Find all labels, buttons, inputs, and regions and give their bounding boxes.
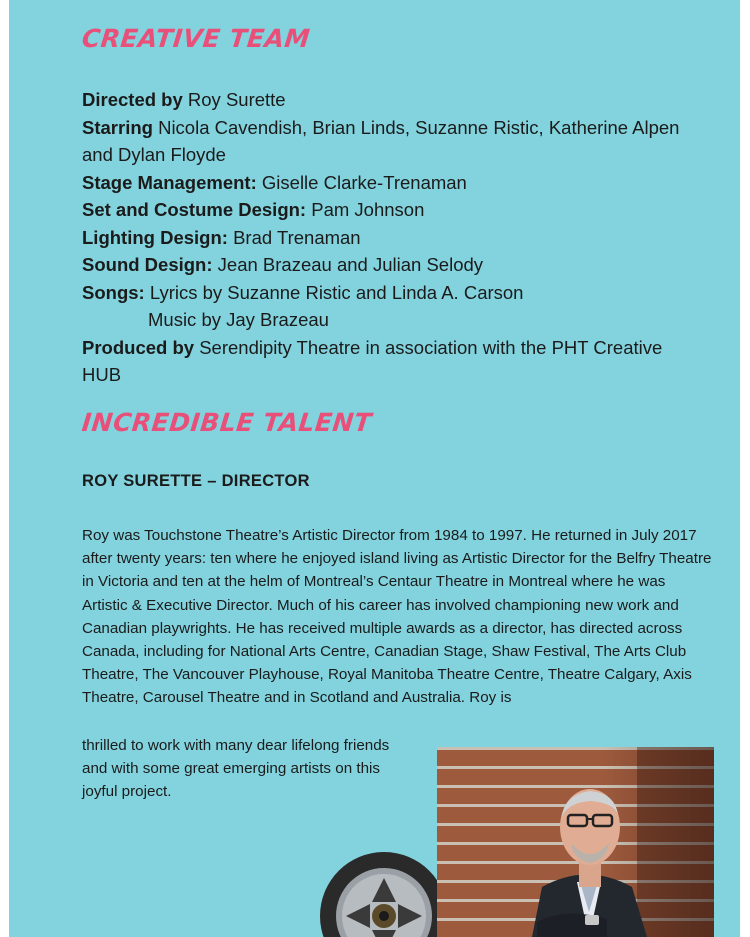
credits-list — [82, 86, 682, 389]
credit-starring — [82, 114, 682, 169]
credit-music — [82, 306, 682, 334]
credit-label: Starring — [82, 116, 153, 138]
incredible-talent-heading: INCREDIBLE TALENT — [80, 408, 374, 437]
credit-value: Pam Johnson — [306, 199, 425, 220]
credit-label: Stage Management: — [82, 171, 257, 193]
credit-value: Lyrics by Suzanne Ristic and Linda A. Carson — [144, 281, 524, 303]
bio-text: Roy was Touchstone Theatre’s Artistic Director from 1984 to 1997. He returned in July 2017 after twenty years: ten where he enjoyed island living as Artistic Director for the Belfry Theatre in Victoria and ten at the helm of Montreal’s Centaur Theatre in Montreal where he was Artistic & Executive Director. Much of his career has involved championing new work and Canadian playwrights. He has received multiple awards as a director, has directed across Canada, including for National Arts Centre, Canadian Stage, Shaw Festival, The Arts Club Theatre, The Vancouver Playhouse, Royal Manitoba Theatre Centre, Theatre Calgary, Axis Theatre, Carousel Theatre and in Scotland and Australia. Roy is — [82, 527, 712, 707]
credit-stage-management — [82, 169, 682, 197]
credit-lighting — [82, 224, 682, 252]
program-page — [9, 0, 740, 937]
credit-value: Roy Surette — [182, 89, 286, 110]
credit-director — [82, 86, 682, 114]
creative-team-heading: CREATIVE TEAM — [80, 24, 312, 53]
credit-label: Lighting Design: — [82, 226, 228, 248]
credit-label: Produced by — [82, 336, 195, 358]
credit-songs — [82, 279, 682, 307]
credit-value: Serendipity Theatre in association with the PHT Creative HUB — [82, 336, 663, 385]
credit-label: Songs: — [82, 281, 145, 303]
credit-label: Set and Costume Design: — [82, 199, 307, 220]
bio-title: ROY SURETTE – DIRECTOR — [82, 472, 310, 490]
credit-value: Giselle Clarke-Trenaman — [256, 171, 467, 193]
film-reel-icon — [318, 850, 450, 937]
credit-label: Sound Design: — [82, 254, 213, 275]
credit-value: Nicola Cavendish, Brian Linds, Suzanne Ristic, Katherine Alpen and Dylan Floyde — [82, 116, 680, 165]
credit-produced — [82, 334, 682, 389]
credit-value: Jean Brazeau and Julian Selody — [212, 254, 484, 275]
bio-text-tail: thrilled to work with many dear lifelong friends and with some great emerging artists on this joyful project. — [82, 737, 390, 801]
portrait-illustration — [437, 747, 714, 937]
director-photo — [437, 747, 714, 937]
credit-label: Directed by — [82, 89, 183, 110]
credit-sound — [82, 251, 682, 279]
credit-value: Brad Trenaman — [227, 226, 361, 248]
credit-set-costume — [82, 196, 682, 224]
credit-value: Music by Jay Brazeau — [148, 309, 329, 330]
